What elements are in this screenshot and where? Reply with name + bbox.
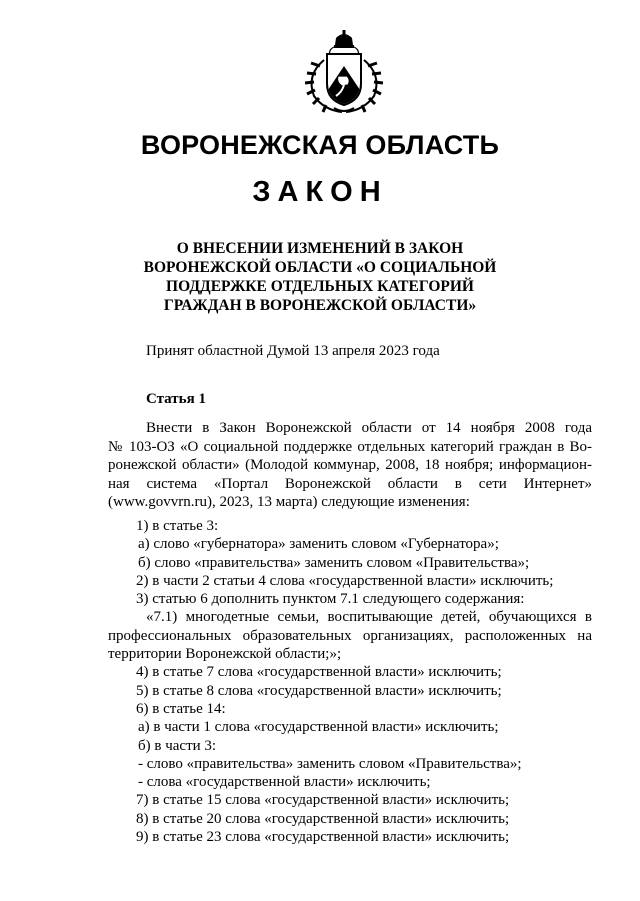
- paragraph-line: (www.govvrn.ru), 2023, 13 марта) следующие изменения:: [108, 494, 470, 510]
- adoption-date-line: Принят областной Думой 13 апреля 2023 года: [146, 343, 440, 359]
- list-item: 6) в статье 14:: [136, 700, 226, 717]
- list-item: 7) в статье 15 слова «государственной власти» исключить;: [136, 792, 510, 809]
- list-item: 5) в статье 8 слова «государственной власти» исключить;: [136, 682, 502, 699]
- list-item: 8) в статье 20 слова «государственной власти» исключить;: [136, 810, 510, 827]
- list-item: б) в части 3:: [138, 737, 217, 754]
- list-item: 2) в части 2 статьи 4 слова «государственной власти» исключить;: [136, 572, 554, 589]
- article-intro-paragraph: [108, 419, 592, 512]
- law-title-line: ПОДДЕРЖКЕ ОТДЕЛЬНЫХ КАТЕГОРИЙ: [166, 278, 474, 295]
- law-title-line: О ВНЕСЕНИИ ИЗМЕНЕНИЙ В ЗАКОН: [176, 240, 464, 257]
- list-item: - слова «государственной власти» исключить;: [138, 774, 431, 791]
- list-item: б) слово «правительства» заменить словом «Правительства»;: [138, 554, 530, 571]
- document-type-heading: ЗАКОН: [252, 176, 388, 208]
- paragraph-line: № 103-ОЗ «О социальной поддержке отдельных категорий граждан в Во-: [108, 438, 592, 455]
- list-item: 9) в статье 23 слова «государственной власти» исключить;: [136, 829, 510, 846]
- list-item: 4) в статье 7 слова «государственной власти» исключить;: [136, 664, 502, 681]
- law-title: [0, 239, 640, 315]
- amendments-list: [108, 517, 592, 846]
- coat-of-arms-icon: [300, 30, 388, 114]
- list-item: территории Воронежской области;»;: [108, 646, 342, 663]
- list-item: а) слово «губернатора» заменить словом «Губернатора»;: [138, 536, 499, 553]
- list-item: 3) статью 6 дополнить пунктом 7.1 следующего содержания:: [136, 591, 525, 608]
- list-item: - слово «правительства» заменить словом «Правительства»;: [138, 755, 522, 772]
- list-item: 1) в статье 3:: [136, 518, 219, 534]
- article-heading: Статья 1: [146, 391, 206, 407]
- law-title-line: ВОРОНЕЖСКОЙ ОБЛАСТИ «О СОЦИАЛЬНОЙ: [143, 259, 497, 276]
- paragraph-line: ная система «Портал Воронежской области в сети Интернет»: [108, 475, 592, 492]
- paragraph-line: Внести в Закон Воронежской области от 14 ноября 2008 года: [146, 420, 592, 436]
- law-title-line: ГРАЖДАН В ВОРОНЕЖСКОЙ ОБЛАСТИ»: [163, 297, 477, 314]
- list-item: «7.1) многодетные семьи, воспитывающие детей, обучающихся в: [146, 609, 592, 626]
- region-heading: ВОРОНЕЖСКАЯ ОБЛАСТЬ: [140, 130, 500, 160]
- paragraph-line: ронежской области» (Молодой коммунар, 2008, 18 ноября; информацион-: [108, 457, 592, 473]
- list-item: а) в части 1 слова «государственной власти» исключить;: [138, 719, 499, 736]
- list-item: профессиональных образовательных организациях, расположенных на: [108, 627, 592, 644]
